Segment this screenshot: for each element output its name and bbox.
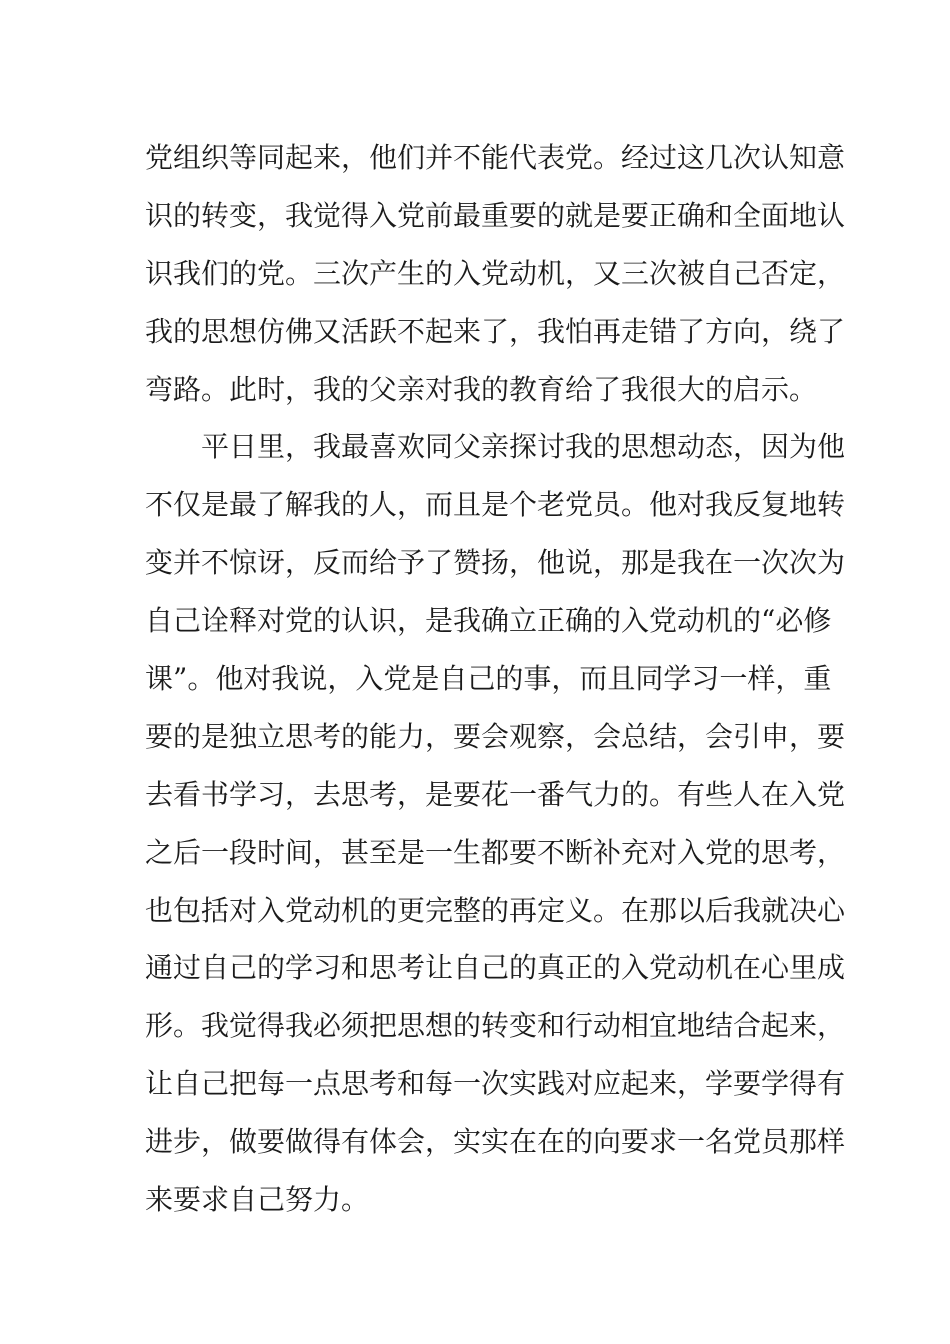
- text-line: 让自己把每一点思考和每一次实践对应起来，学要学得有: [145, 1067, 846, 1101]
- text-line: 来要求自己努力。: [145, 1183, 370, 1217]
- text-line: 通过自己的学习和思考让自己的真正的入党动机在心里成: [145, 951, 846, 985]
- text-line: 之后一段时间，甚至是一生都要不断补充对入党的思考，: [145, 835, 846, 869]
- text-line: 进步，做要做得有体会，实实在在的向要求一名党员那样: [145, 1125, 846, 1159]
- text-line: 自己诠释对党的认识，是我确立正确的入党动机的“必修: [145, 604, 832, 638]
- text-line: 识我们的党。三次产生的入党动机，又三次被自己否定，: [145, 256, 846, 290]
- body-text: [145, 129, 846, 1229]
- text-line: 去看书学习，去思考，是要花一番气力的。有些人在入党: [145, 777, 846, 811]
- text-line: 不仅是最了解我的人，而且是个老党员。他对我反复地转: [145, 488, 846, 522]
- text-line: 党组织等同起来，他们并不能代表党。经过这几次认知意: [145, 141, 846, 174]
- text-line: 变并不惊讶，反而给予了赞扬，他说，那是我在一次次为: [145, 546, 846, 580]
- text-line: 要的是独立思考的能力，要会观察，会总结，会引申，要: [145, 719, 846, 753]
- text-line: 我的思想仿佛又活跃不起来了，我怕再走错了方向，绕了: [145, 314, 846, 348]
- text-line-paragraph-start: 平日里，我最喜欢同父亲探讨我的思想动态，因为他: [201, 430, 846, 464]
- text-line: 形。我觉得我必须把思想的转变和行动相宜地结合起来，: [145, 1009, 846, 1043]
- text-line: 弯路。此时，我的父亲对我的教育给了我很大的启示。: [145, 372, 818, 406]
- text-line: 也包括对入党动机的更完整的再定义。在那以后我就决心: [145, 893, 846, 927]
- text-line: 课”。他对我说，入党是自己的事，而且同学习一样，重: [145, 662, 832, 696]
- text-line: 识的转变，我觉得入党前最重要的就是要正确和全面地认: [145, 198, 846, 232]
